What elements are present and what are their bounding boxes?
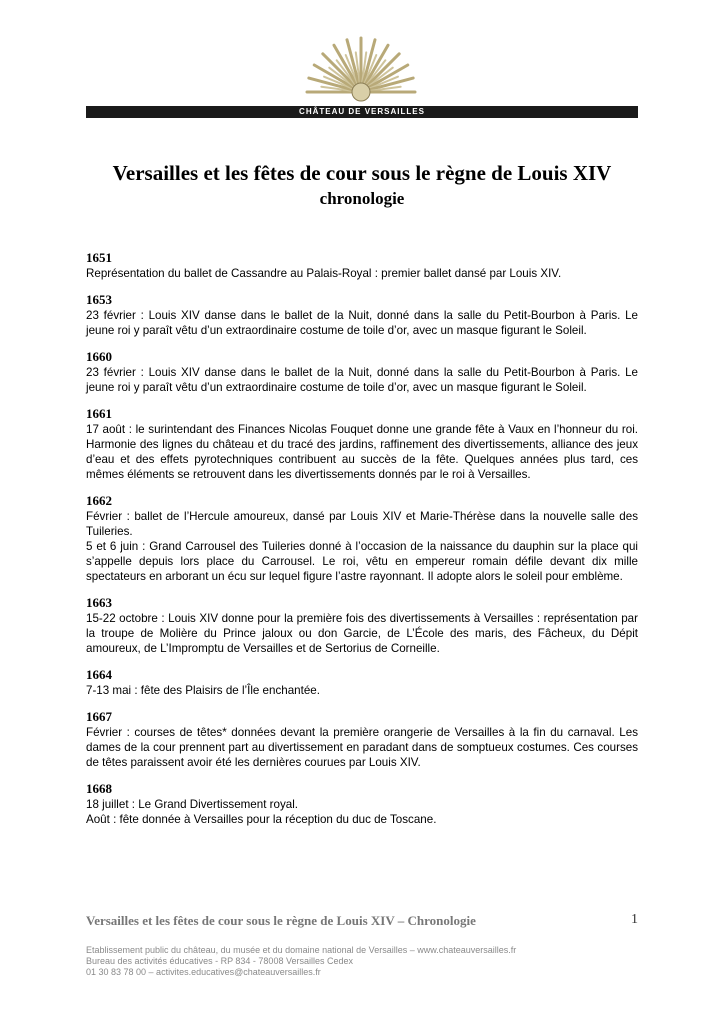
entry-year: 1663 <box>86 595 112 610</box>
chronology-entry <box>86 493 638 584</box>
chronology-entry <box>86 250 638 281</box>
footer-line-3: 01 30 83 78 00 – activites.educatives@chateauversailles.fr <box>86 967 321 977</box>
entry-text: 7-13 mai : fête des Plaisirs de l’Île enchantée. <box>86 684 320 697</box>
chronology-entry <box>86 349 638 395</box>
entry-text: 23 février : Louis XIV danse dans le ballet de la Nuit, donné dans la salle du Petit-Bourbon à Paris. Le jeune roi y paraît vêtu d’un extraordinaire costume de toile d’or, avec un masque figurant le Soleil. <box>86 309 638 337</box>
entry-year: 1660 <box>86 349 112 364</box>
chronology-entry <box>86 292 638 338</box>
page-number: 1 <box>631 912 638 927</box>
entry-text: 17 août : le surintendant des Finances Nicolas Fouquet donne une grande fête à Vaux en l’honneur du roi. Harmonie des lignes du château et du tracé des jardins, raffinement des divertissements, alliance des jeux d’eau et des effets pyrotechniques contribuent au succès de la fête. Quelques années plus tard, ces mêmes éléments se retrouvent dans les divertissements donnés par le roi à Versailles. <box>86 423 638 481</box>
entry-year: 1664 <box>86 667 112 682</box>
logo-banner-text: CHÂTEAU DE VERSAILLES <box>299 107 425 116</box>
chateau-logo <box>86 36 638 120</box>
entry-year: 1668 <box>86 781 112 796</box>
entry-text: Août : fête donnée à Versailles pour la réception du duc de Toscane. <box>86 813 437 826</box>
logo-banner <box>86 106 638 118</box>
entry-year: 1661 <box>86 406 112 421</box>
document-title: Versailles et les fêtes de cour sous le règne de Louis XIV <box>112 161 612 185</box>
chronology-entry <box>86 406 638 482</box>
chronology-entry <box>86 781 638 827</box>
document-subtitle: chronologie <box>319 189 405 208</box>
chronology-list <box>86 250 638 838</box>
chronology-entry <box>86 709 638 770</box>
sun-emblem-icon <box>296 36 426 106</box>
entry-year: 1662 <box>86 493 112 508</box>
entry-text: Représentation du ballet de Cassandre au Palais-Royal : premier ballet dansé par Louis XIV. <box>86 267 562 280</box>
entry-year: 1667 <box>86 709 112 724</box>
entry-text: 5 et 6 juin : Grand Carrousel des Tuileries donné à l’occasion de la naissance du dauphin sur la place qui s’appelle depuis lors place du Carrousel. Le roi, vêtu en empereur romain défile devant dix mille spectateurs en arborant un écu sur lequel figure l’astre rayonnant. Il adopte alors le soleil pour emblème. <box>86 540 638 583</box>
footer-info <box>86 945 646 978</box>
entry-text: 18 juillet : Le Grand Divertissement royal. <box>86 798 298 811</box>
entry-year: 1651 <box>86 250 112 265</box>
chronology-entry <box>86 667 638 698</box>
entry-text: Février : ballet de l’Hercule amoureux, dansé par Louis XIV et Marie-Thérèse dans la nouvelle salle des Tuileries. <box>86 510 638 538</box>
footer-line-2: Bureau des activités éducatives - RP 834 - 78008 Versailles Cedex <box>86 956 353 966</box>
entry-text: Février : courses de têtes* données devant la première orangerie de Versailles à la fin du carnaval. Les dames de la cour prennent part au divertissement en paradant dans de somptueux costumes. Ces courses de têtes paraissent avoir été les dernières courues par Louis XIV. <box>86 726 638 769</box>
entry-text: 15-22 octobre : Louis XIV donne pour la première fois des divertissements à Versailles : représentation par la troupe de Molière du Prince jaloux ou don Garcie, de L’École des maris, des Fâcheux, du Dépit amoureux, de L’Impromptu de Versailles et de Sertorius de Corneille. <box>86 612 638 655</box>
entry-year: 1653 <box>86 292 112 307</box>
website-link[interactable]: www.chateauversailles.fr <box>417 945 517 955</box>
footer-line-1 <box>86 945 646 956</box>
footer-title: Versailles et les fêtes de cour sous le règne de Louis XIV – Chronologie <box>86 913 476 928</box>
footer-institution: Etablissement public du château, du musée et du domaine national de Versailles – <box>86 945 418 955</box>
entry-text: 23 février : Louis XIV danse dans le ballet de la Nuit, donné dans la salle du Petit-Bourbon à Paris. Le jeune roi y paraît vêtu d’un extraordinaire costume de toile d’or, avec un masque figurant le Soleil. <box>86 366 638 394</box>
chronology-entry <box>86 595 638 656</box>
